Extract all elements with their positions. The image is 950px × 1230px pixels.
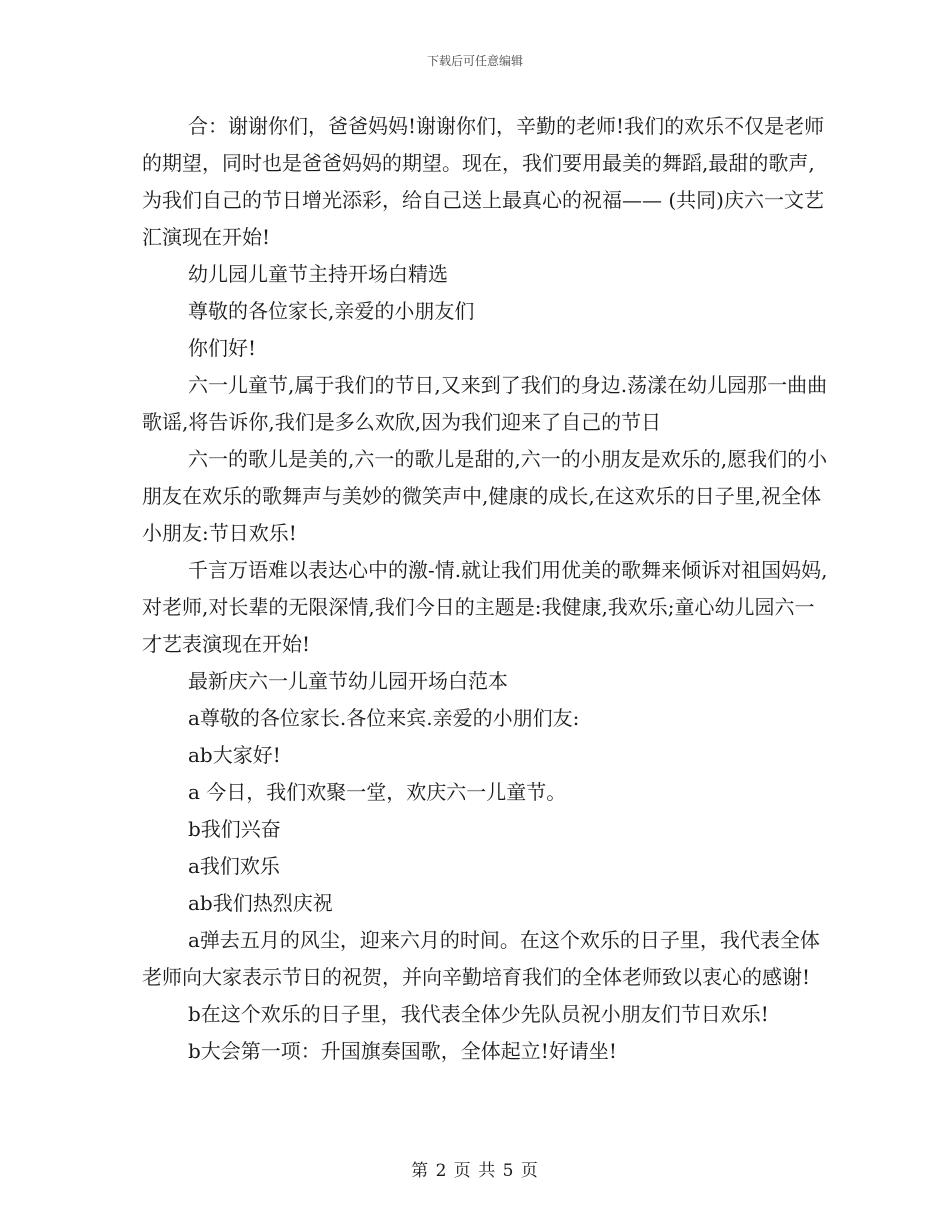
section-heading: 幼儿园儿童节主持开场白精选	[188, 262, 448, 286]
paragraph: a尊敬的各位家长.各位来宾.亲爱的小朋们友:	[188, 706, 580, 730]
paragraph: 你们好!	[188, 336, 257, 360]
section-heading: 最新庆六一儿童节幼儿园开场白范本	[188, 669, 508, 693]
paragraph: b大会第一项：升国旗奏国歌，全体起立!好请坐!	[188, 1039, 617, 1063]
paragraph: b我们兴奋	[188, 817, 281, 841]
paragraph: ab大家好!	[188, 743, 281, 767]
paragraph: a我们欢乐	[188, 854, 280, 878]
paragraph: a弹去五月的风尘，迎来六月的时间。在这个欢乐的日子里，我代表全体老师向大家表示节日的祝贺，并向辛勤培育我们的全体老师致以衷心的感谢!	[142, 928, 820, 989]
paragraph: 合：谢谢你们，爸爸妈妈!谢谢你们，辛勤的老师!我们的欢乐不仅是老师的期望，同时也是爸爸妈妈的期望。现在，我们要用最美的舞蹈,最甜的歌声,为我们自己的节日增光添彩，给自己送上最真心的祝福—— (共同)庆六一文艺汇演现在开始!	[142, 114, 825, 249]
paragraph: 尊敬的各位家长,亲爱的小朋友们	[188, 299, 475, 323]
paragraph: 千言万语难以表达心中的激-情.就让我们用优美的歌舞来倾诉对祖国妈妈,对老师,对长辈的无限深情,我们今日的主题是:我健康,我欢乐;童心幼儿园六一才艺表演现在开始!	[142, 558, 828, 656]
paragraph: a 今日，我们欢聚一堂，欢庆六一儿童节。	[188, 780, 567, 804]
document-body	[142, 108, 832, 1070]
page-number-footer: 第 2 页 共 5 页	[411, 1161, 539, 1181]
paragraph: ab我们热烈庆祝	[188, 891, 333, 915]
paragraph: 六一的歌儿是美的,六一的歌儿是甜的,六一的小朋友是欢乐的,愿我们的小朋友在欢乐的歌舞声与美妙的微笑声中,健康的成长,在这欢乐的日子里,祝全体小朋友:节日欢乐!	[142, 447, 828, 545]
page-header: 下载后可任意编辑	[426, 54, 523, 68]
paragraph: b在这个欢乐的日子里，我代表全体少先队员祝小朋友们节日欢乐!	[188, 1002, 769, 1026]
paragraph: 六一儿童节,属于我们的节日,又来到了我们的身边.荡漾在幼儿园那一曲曲歌谣,将告诉你,我们是多么欢欣,因为我们迎来了自己的节日	[142, 373, 828, 434]
